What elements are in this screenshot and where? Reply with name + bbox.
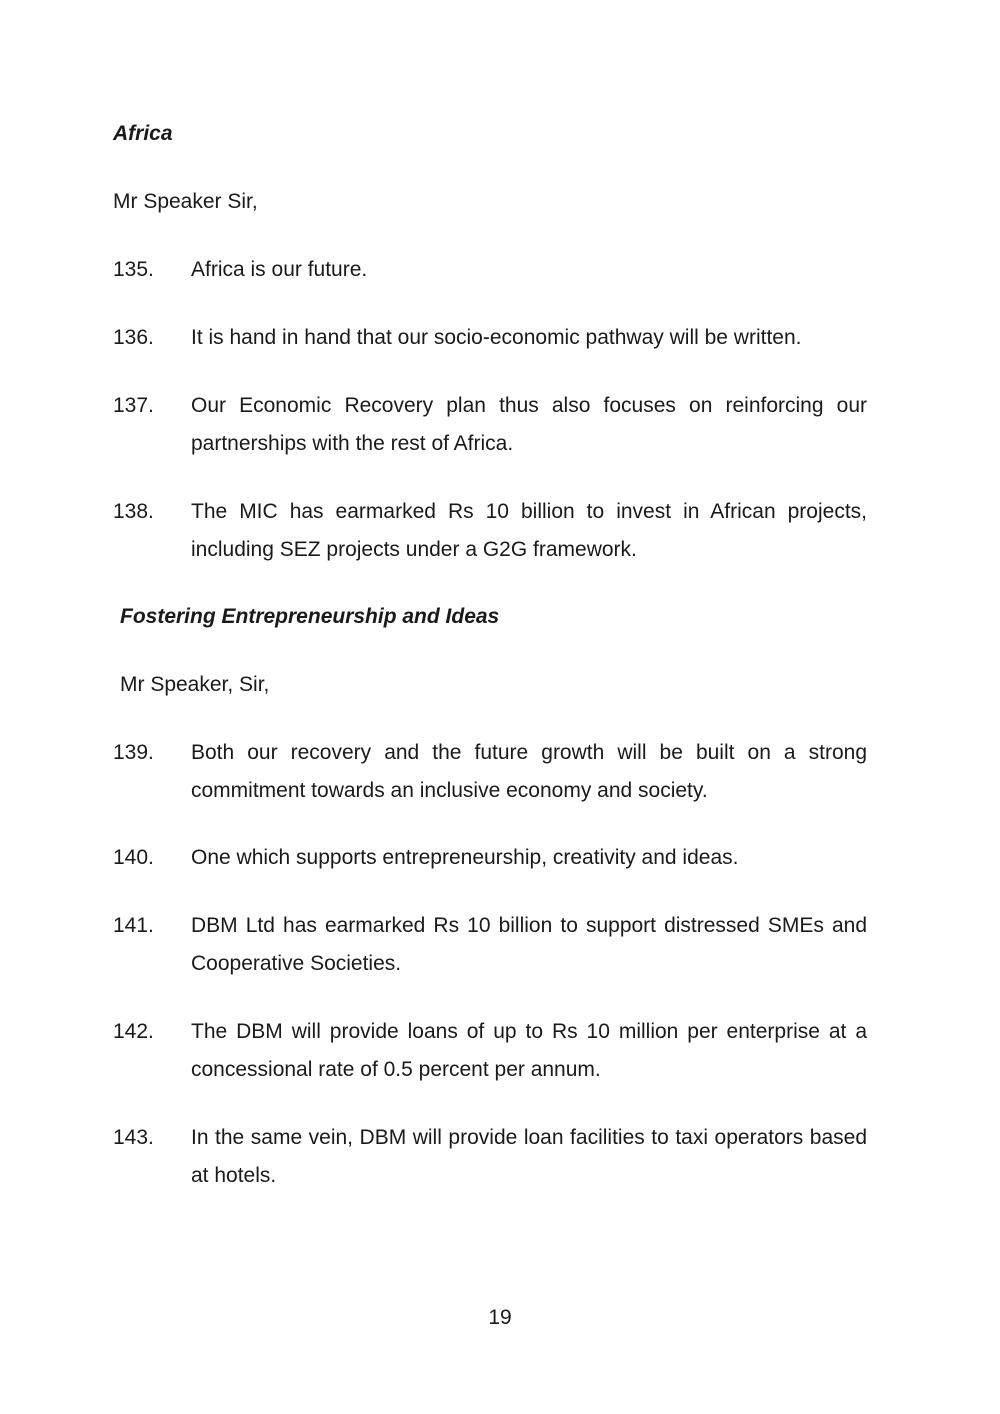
paragraph-number: 143.: [113, 1126, 154, 1149]
paragraph-number: 137.: [113, 394, 154, 417]
paragraph-text: DBM Ltd has earmarked Rs 10 billion to support distressed SMEs and Cooperative Societies.: [191, 914, 867, 975]
paragraph-number: 142.: [113, 1020, 154, 1043]
paragraph-138: [113, 493, 867, 569]
paragraph-text: One which supports entrepreneurship, creativity and ideas.: [191, 846, 739, 869]
paragraph-136: [113, 326, 867, 350]
paragraph-141: [113, 907, 867, 983]
paragraph-137: [113, 387, 867, 463]
paragraph-number: 140.: [113, 846, 154, 869]
paragraph-text: Our Economic Recovery plan thus also focuses on reinforcing our partnerships with the rest of Africa.: [191, 394, 867, 455]
paragraph-139: [113, 734, 867, 810]
page-number: 19: [488, 1306, 512, 1329]
paragraph-text: Africa is our future.: [191, 258, 368, 281]
paragraph-text: It is hand in hand that our socio-economic pathway will be written.: [191, 326, 802, 349]
salutation: Mr Speaker, Sir,: [120, 673, 270, 696]
paragraph-text: The MIC has earmarked Rs 10 billion to invest in African projects, including SEZ projects under a G2G framework.: [191, 500, 867, 561]
paragraph-142: [113, 1013, 867, 1089]
paragraph-number: 135.: [113, 258, 154, 281]
paragraph-140: [113, 846, 867, 870]
paragraph-135: [113, 258, 867, 282]
section-heading-africa: Africa: [113, 122, 173, 145]
section-heading-entrepreneurship: Fostering Entrepreneurship and Ideas: [120, 605, 500, 628]
paragraph-number: 138.: [113, 500, 154, 523]
paragraph-text: Both our recovery and the future growth will be built on a strong commitment towards an inclusive economy and society.: [191, 741, 867, 802]
paragraph-number: 139.: [113, 741, 154, 764]
paragraph-number: 141.: [113, 914, 154, 937]
paragraph-text: The DBM will provide loans of up to Rs 10 million per enterprise at a concessional rate of 0.5 percent per annum.: [191, 1020, 867, 1081]
paragraph-number: 136.: [113, 326, 154, 349]
paragraph-143: [113, 1119, 867, 1195]
paragraph-text: In the same vein, DBM will provide loan facilities to taxi operators based at hotels.: [191, 1126, 867, 1187]
salutation: Mr Speaker Sir,: [113, 190, 258, 213]
